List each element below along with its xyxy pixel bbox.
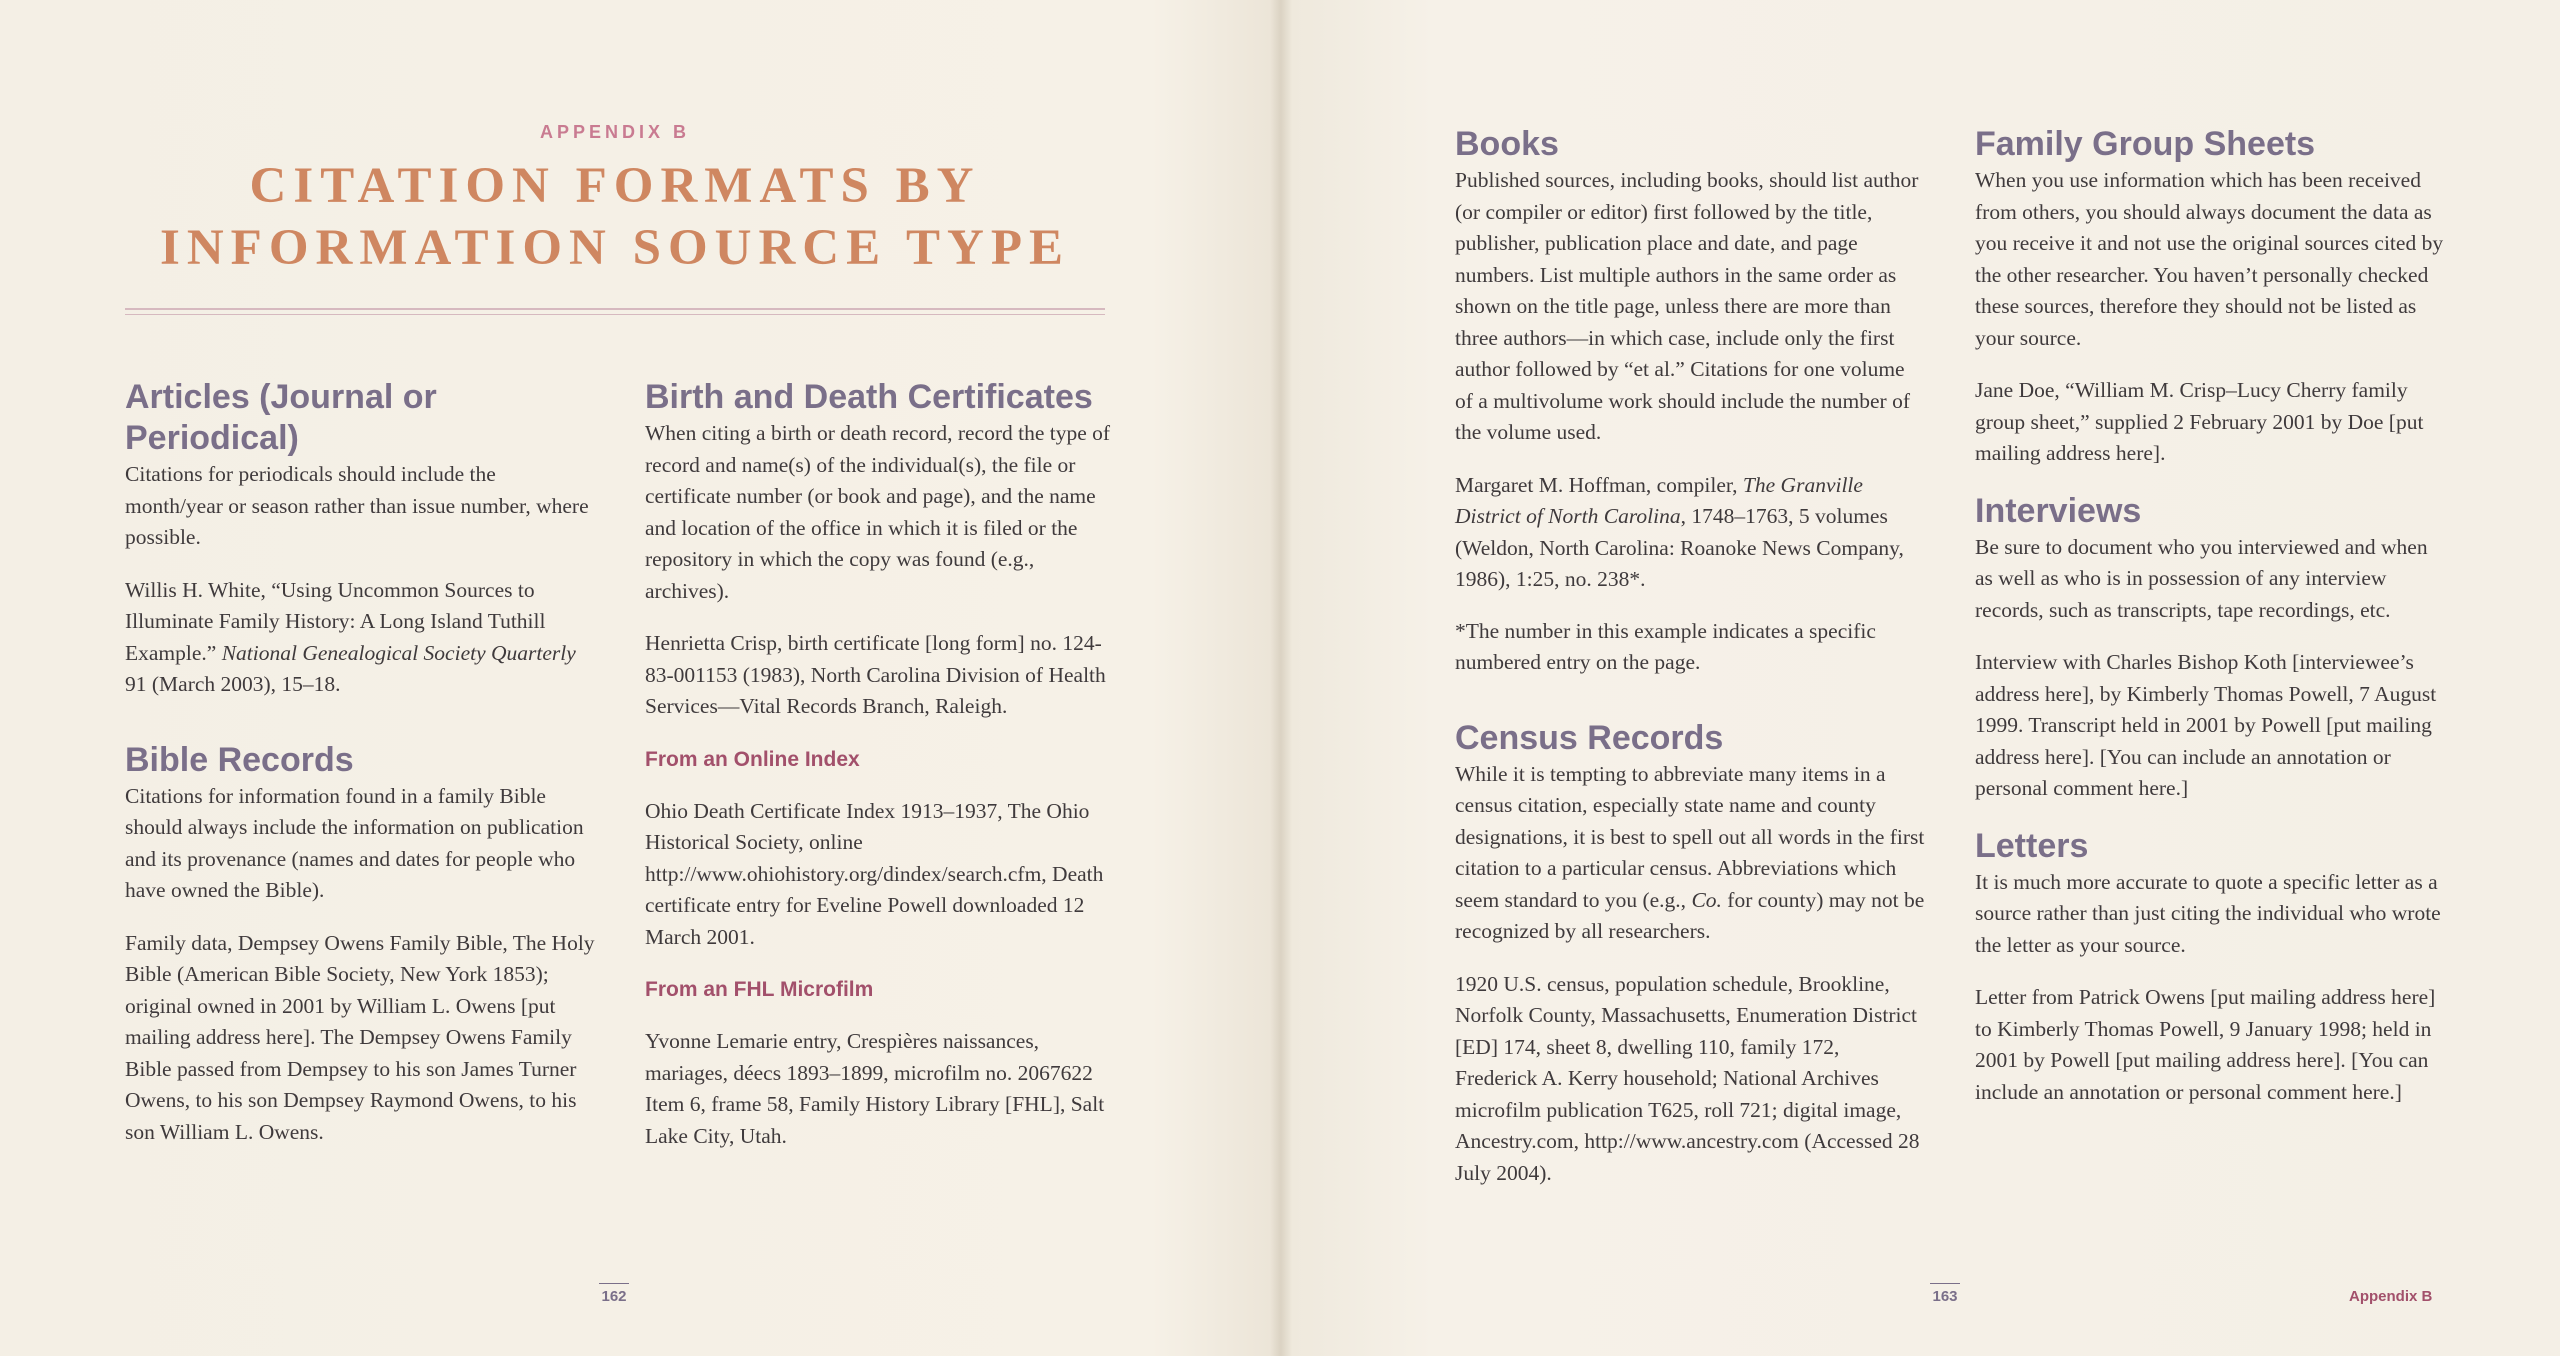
letters-text: It is much more accurate to quote a specific letter as a source rather than just citing the individual who wrote the letter as your source. <box>1975 869 2441 957</box>
articles-text: Citations for periodicals should include the month/year or season rather than issue number, where possible. <box>125 462 589 549</box>
right-column-1 <box>1455 124 1925 1210</box>
census-text: While it is tempting to abbreviate many items in a census citation, especially state name and county designations, it is best to spell out all words in the first citation to a particular census. Abbreviations which seem standard to you (e.g., Co. for county) may not be recognized by all researchers. <box>1455 761 1925 943</box>
books-example: Margaret M. Hoffman, compiler, The Granville District of North Carolina, 1748–1763, 5 volumes (Weldon, North Carolina: Roanoke News Company, 1986), 1:25, no. 238*. <box>1455 472 1904 591</box>
bible-example: Family data, Dempsey Owens Family Bible, The Holy Bible (American Bible Society, New York 1853); original owned in 2001 by William L. Owens [put mailing address here]. The Dempsey Owens Family Bible passed from Dempsey to his son James Turner Owens, to his son Dempsey Raymond Owens, to his son William L. Owens. <box>125 930 595 1144</box>
section-heading-family-group-sheets: Family Group Sheets <box>1975 125 2316 163</box>
right-column-2 <box>1975 124 2445 1129</box>
family-text: When you use information which has been received from others, you should always document the data as you receive it and not use the original sources cited by the other researcher. You haven’t personally checked these sources, therefore they should not be listed as your source. <box>1975 168 2444 350</box>
section-heading-census: Census Records <box>1455 718 1724 757</box>
section-heading-birth-death: Birth and Death Certificates <box>645 378 1093 416</box>
section-heading-letters: Letters <box>1975 826 2089 865</box>
letters-example: Letter from Patrick Owens [put mailing address here] to Kimberly Thomas Powell, 9 January 1998; held in 2001 by Powell [put mailing address here]. [You can include an annotation or personal comment here.] <box>1975 985 2436 1104</box>
interviews-example: Interview with Charles Bishop Koth [interviewee’s address here], by Kimberly Thomas Powell, 7 August 1999. Transcript held in 2001 by Powell [put mailing address here]. [You can include an annotation or personal comment here.] <box>1975 650 2437 800</box>
books-note: *The number in this example indicates a specific numbered entry on the page. <box>1455 618 1876 674</box>
census-example: 1920 U.S. census, population schedule, Brookline, Norfolk County, Massachusetts, Enumeration District [ED] 174, sheet 8, dwelling 110, family 172, Frederick A. Kerry household; National Archives microfilm publication T625, roll 721; digital image, Ancestry.com, http://www.ancestry.com (Accessed 28 July 2004). <box>1455 971 1920 1185</box>
section-heading-articles: Articles (Journal or Periodical) <box>125 378 437 457</box>
online-index-example: Ohio Death Certificate Index 1913–1937, The Ohio Historical Society, online http://www.ohiohistory.org/dindex/search.cfm, Death certificate entry for Eveline Powell downloaded 12 March 2001. <box>645 798 1104 949</box>
section-heading-books: Books <box>1455 125 1559 163</box>
left-column-2 <box>645 377 1115 1173</box>
page-title <box>125 155 1105 279</box>
title-rule <box>125 308 1105 310</box>
left-column-1 <box>125 377 595 1169</box>
page-number-left: 162 <box>584 1283 644 1305</box>
books-text: Published sources, including books, should list author (or compiler or editor) first followed by the title, publisher, publication place and date, and page numbers. List multiple authors in the same order as shown on the title page, unless there are more than three authors—in which case, include only the first author followed by “et al.” Citations for one volume of a multivolume work should include the number of the volume used. <box>1455 168 1919 444</box>
running-footer-label: Appendix B <box>2349 1288 2433 1305</box>
section-heading-bible: Bible Records <box>125 740 354 779</box>
section-heading-interviews: Interviews <box>1975 491 2142 530</box>
subheading-online-index: From an Online Index <box>645 747 860 771</box>
title-line-1: CITATION FORMATS BY <box>249 158 981 214</box>
fhl-microfilm-example: Yvonne Lemarie entry, Crespières naissances, mariages, déecs 1893–1899, microfilm no. 2067622 Item 6, frame 58, Family History Library [FHL], Salt Lake City, Utah. <box>645 1029 1105 1148</box>
interviews-text: Be sure to document who you interviewed and when as well as who is in possession of any interview records, such as transcripts, tape recordings, etc. <box>1975 534 2428 622</box>
appendix-label: APPENDIX B <box>539 122 691 142</box>
title-rule-thin <box>125 314 1105 315</box>
articles-example: Willis H. White, “Using Uncommon Sources to Illuminate Family History: A Long Island Tuthill Example.” National Genealogical Society Quarterly 91 (March 2003), 15–18. <box>125 577 576 696</box>
birth-text: When citing a birth or death record, record the type of record and name(s) of the individual(s), the file or certificate number (or book and page), and the name and location of the office in which it is filed or the repository in which the copy was found (e.g., archives). <box>645 421 1111 603</box>
birth-example: Henrietta Crisp, birth certificate [long form] no. 124-83-001153 (1983), North Carolina Division of Health Services—Vital Records Branch, Raleigh. <box>645 631 1106 718</box>
bible-text: Citations for information found in a family Bible should always include the information on publication and its provenance (names and dates for people who have owned the Bible). <box>125 783 584 902</box>
subheading-fhl-microfilm: From an FHL Microfilm <box>645 978 874 1001</box>
title-line-2: INFORMATION SOURCE TYPE <box>159 220 1070 276</box>
page-number-right: 163 <box>1915 1283 1975 1305</box>
family-example: Jane Doe, “William M. Crisp–Lucy Cherry family group sheet,” supplied 2 February 2001 by Doe [put mailing address here]. <box>1975 378 2424 465</box>
